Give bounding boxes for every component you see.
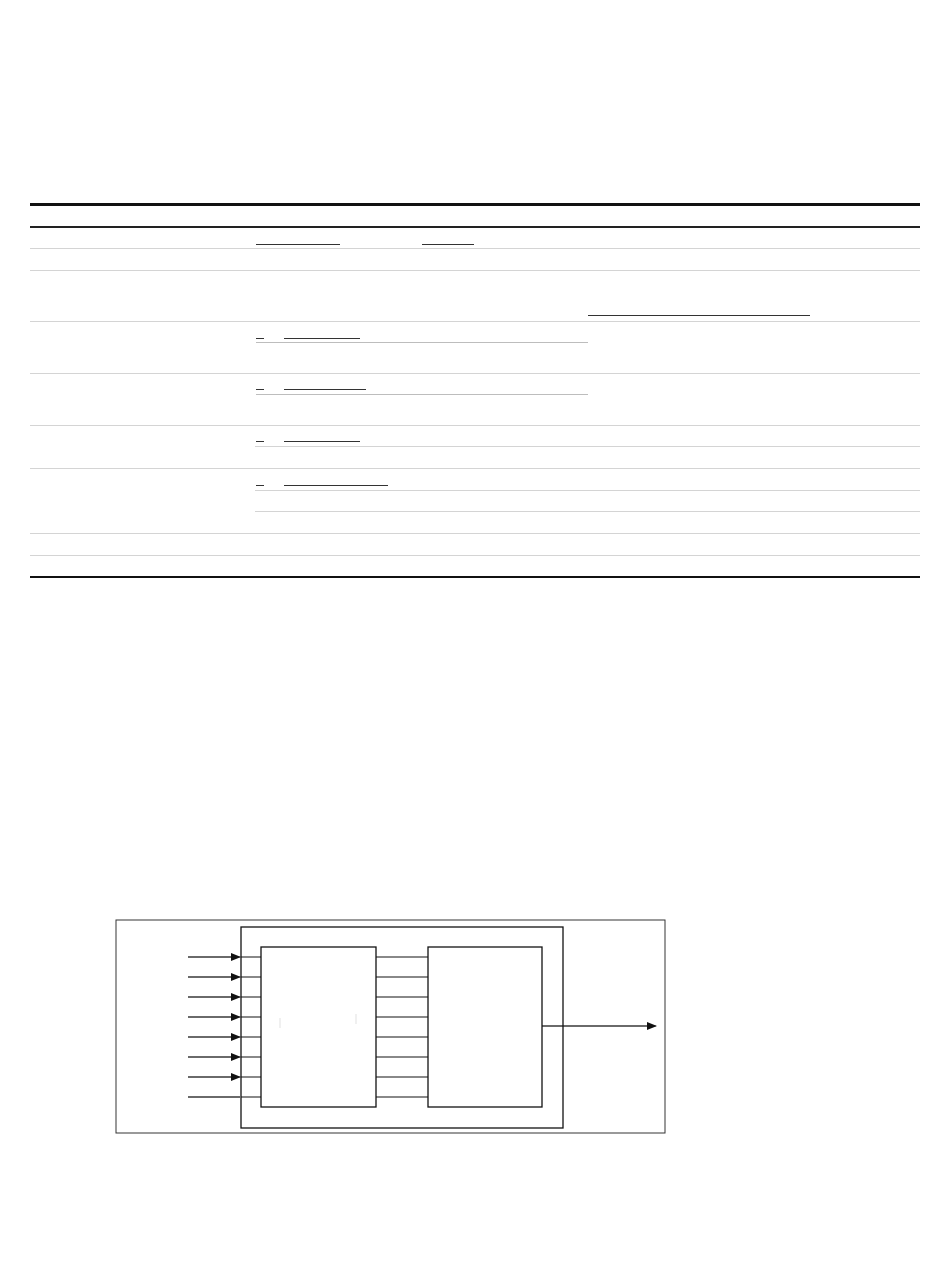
table-row-separator	[30, 321, 920, 322]
table-row-separator	[30, 373, 920, 374]
right-processing-block	[428, 947, 542, 1107]
table-header-rule	[30, 226, 920, 228]
table-row-separator	[30, 425, 920, 426]
table-row-separator	[30, 555, 920, 556]
cell-underline	[284, 485, 388, 486]
input-arrows	[188, 957, 240, 1097]
internal-links	[376, 957, 428, 1097]
cell-dash	[256, 485, 264, 486]
table-top-rule	[30, 203, 920, 206]
cell-dash	[256, 389, 264, 390]
table-row-separator	[30, 248, 920, 249]
table-row-separator	[30, 270, 920, 271]
table-row-separator	[30, 533, 920, 534]
table-row-separator	[255, 490, 920, 491]
cell-underline	[284, 338, 360, 339]
table-bottom-rule	[30, 576, 920, 578]
cell-rule	[256, 342, 588, 343]
cell-underline	[284, 441, 360, 442]
table-row-separator	[255, 511, 920, 512]
cell-underline	[284, 389, 366, 390]
left-processing-block	[261, 947, 376, 1107]
table-row-separator	[255, 446, 920, 447]
input-connectors	[241, 957, 261, 1097]
cell-underline	[422, 244, 474, 245]
cell-dash	[256, 441, 264, 442]
cell-dash	[256, 338, 264, 339]
cell-rule	[256, 394, 588, 395]
table-row-separator	[30, 468, 920, 469]
cell-underline	[256, 244, 340, 245]
cell-underline	[588, 315, 810, 316]
block-diagram	[115, 918, 667, 1136]
